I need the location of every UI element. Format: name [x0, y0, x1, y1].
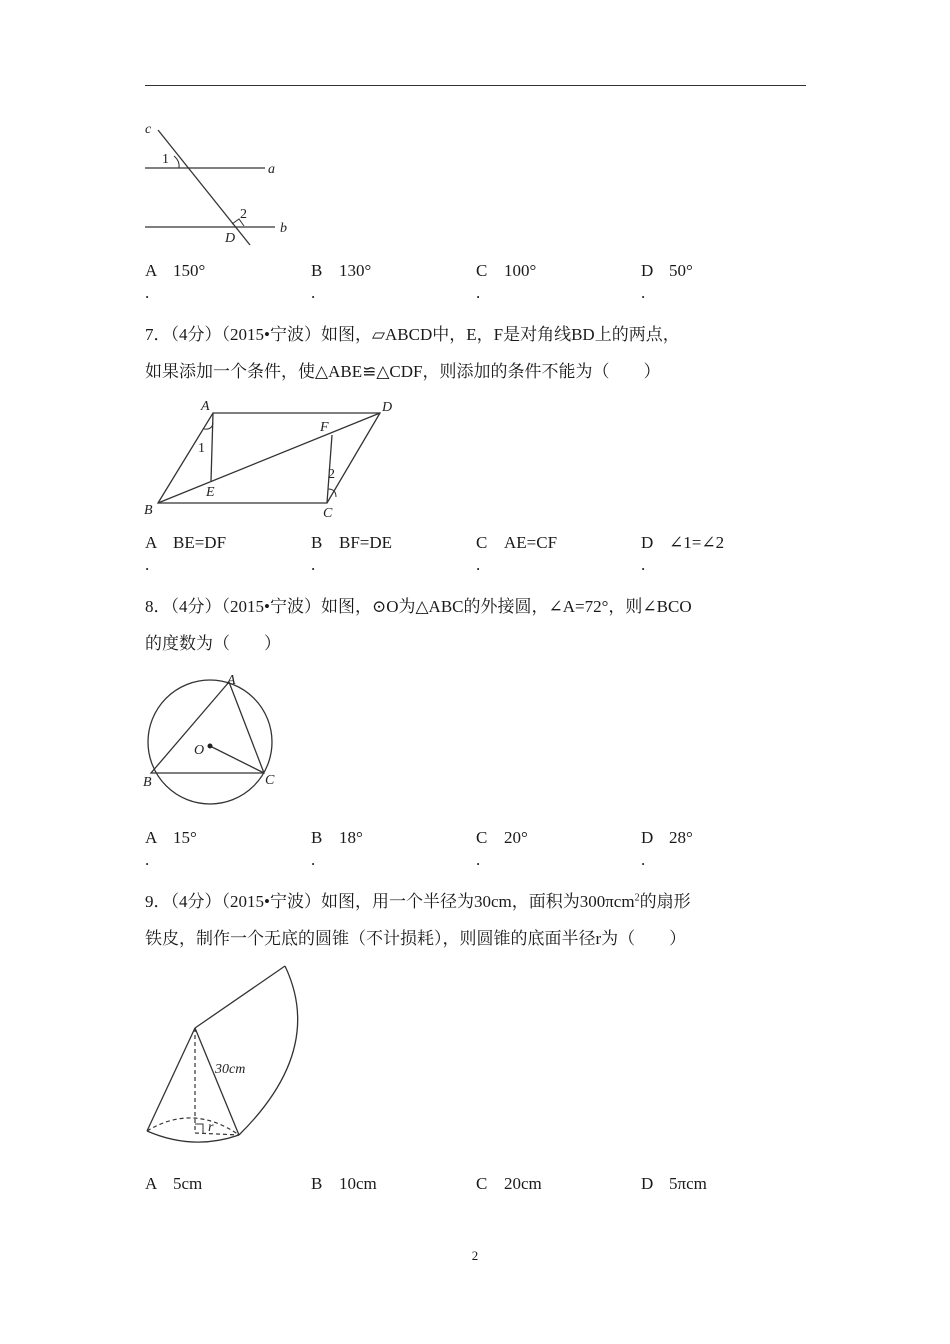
q9-line-1: 9．（4分）（2015•宁波）如图，用一个半径为30cm，面积为300πcm$^2$的扇形 [145, 892, 691, 911]
q6-options [145, 260, 815, 320]
q7-label-1: 1 [198, 441, 205, 456]
q6-label-D: D [225, 231, 236, 246]
q6-label-2: 2 [240, 207, 247, 222]
page-number: 2 [471, 1248, 479, 1263]
q8-label-O: O [194, 743, 205, 758]
q7-label-D: D [382, 400, 393, 415]
q9-options [145, 1173, 815, 1233]
header-rule [145, 85, 806, 86]
q8-line-2: 的度数为（ ） [145, 634, 281, 653]
q7-option-b[interactable]: B BF=DE . [311, 533, 393, 574]
q7-option-a[interactable]: A BE=DF . [145, 533, 227, 574]
q6-option-d[interactable]: D 50° . [641, 261, 693, 302]
q7-label-A: A [201, 399, 210, 414]
q8-label-A: A [227, 673, 236, 688]
q7-question [145, 316, 810, 390]
q8-option-a[interactable]: A 15° . [145, 828, 197, 869]
q8-option-c[interactable]: C 20° . [476, 828, 528, 869]
q7-line-1: 7．（4分）（2015•宁波）如图，▱ABCD中，E，F是对角线BD上的两点， [145, 325, 680, 344]
q9-label-slant: 30cm [215, 1062, 246, 1077]
q6-label-a: a [268, 162, 275, 177]
q8-question [145, 588, 810, 662]
q9-option-b[interactable]: B 10cm [311, 1174, 377, 1193]
q8-option-b[interactable]: B 18° . [311, 828, 363, 869]
q6-label-1: 1 [162, 152, 169, 167]
q7-label-F: F [320, 420, 329, 435]
q8-label-B: B [143, 775, 152, 790]
q9-figure [140, 960, 315, 1150]
q6-option-c[interactable]: C 100° . [476, 261, 537, 302]
q7-label-C: C [323, 506, 333, 521]
q9-line-2: 铁皮，制作一个无底的圆锥（不计损耗），则圆锥的底面半径r为（ ） [145, 929, 687, 948]
q8-options [145, 827, 815, 887]
q7-figure [140, 396, 405, 521]
q9-question [145, 883, 810, 957]
q7-label-E: E [206, 485, 215, 500]
q7-label-2: 2 [328, 467, 335, 482]
q7-option-c[interactable]: C AE=CF . [476, 533, 558, 574]
q6-option-b[interactable]: B 130° . [311, 261, 372, 302]
q8-line-1: 8．（4分）（2015•宁波）如图，⊙O为△ABC的外接圆，∠A=72°，则∠BCO [145, 597, 692, 616]
q6-label-c: c [145, 122, 152, 137]
q9-option-c[interactable]: C 20cm [476, 1174, 542, 1193]
q8-option-d[interactable]: D 28° . [641, 828, 693, 869]
q6-option-a[interactable]: A 150° . [145, 261, 206, 302]
q7-option-d[interactable]: D ∠1=∠2 . [641, 533, 725, 574]
q6-label-b: b [280, 221, 287, 236]
q9-label-r: r [208, 1120, 214, 1135]
q8-label-C: C [265, 773, 275, 788]
q7-line-2: 如果添加一个条件，使△ABE≌△CDF，则添加的条件不能为（ ） [145, 362, 661, 381]
q6-figure [140, 118, 300, 253]
q9-option-d[interactable]: D 5πcm [641, 1174, 707, 1193]
q7-label-B: B [144, 503, 153, 518]
q8-figure [140, 668, 290, 810]
q7-options [145, 532, 815, 592]
q9-option-a[interactable]: A 5cm [145, 1174, 203, 1193]
